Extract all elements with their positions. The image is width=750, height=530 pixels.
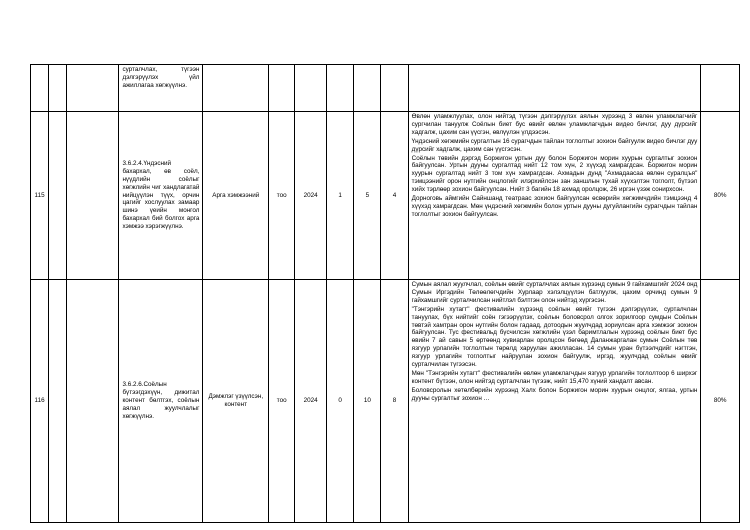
- year-cell: 2024: [295, 112, 327, 280]
- row-number-cell: [31, 65, 49, 112]
- report-paragraph: Дорноговь аймгийн Сайншанд театраас зохион байгуулсан өсвөрийн хөгжимчдийн тэмцээнд 4 хүүхэд хамрагдсан. Мөн үндэсний хөгжмийн болон уртын дууны дугуйлангийн сурагчдын тайлан тоглолтыг зохион байгуулсан.: [411, 195, 698, 218]
- report-paragraph: "Тэнгэрийн хутагт" фестивалийн хүрээнд соёлын өвийг түгээн дэлгэрүүлэх, сурталчлан тануулах, бүх нийтийг соён гэгээрүүлэх, соёлын боловсрол олгох зорилгоор сумдын Соёлын төвтэй хамтран орон нутгийн болон гадаад, дотоодын жуулчдад зориулсан арга хэмжээг зохион байгуулсан. Тус фестивальд бүсчилсэн хөгжлийн үзэл баримтлалын хүрээнд соёлын биет бус өвийн 7 ай савын 5 өртөөнд хувиарлан оролцсон бөгөөд Даланжаргалан сумын Соёлын төв язгуур урлагийн тоглолтын төрөлд харуулан ажилласан. 14 сумын уран бүтээлчдийг нэгтгэн, язгуур урлагийн тоглолтыг найруулан зохион байгуулж, иргэд, жуулчдад соёлын өвийг сурталчилан түгээсэн.: [411, 305, 698, 369]
- goal-cell: сурталчлах, түгээн дэлгэрүүлэх үйл ажиллагаа хөгжүүлнэ.: [119, 65, 203, 112]
- empty-cell: [49, 65, 67, 112]
- row-number-cell: 115: [31, 112, 49, 280]
- measure-cell: Дэмжлэг үзүүлсэн, контент: [203, 280, 269, 523]
- target-cell: [354, 65, 381, 112]
- baseline-cell: 0: [327, 280, 354, 523]
- empty-cell: [49, 112, 67, 280]
- report-paragraph: Боловсролын хөтөлбөрийн хүрээнд Халх болон Боржигон морин хуурын онцлог, ялгаа, уртын дууны сургалтыг зохион …: [411, 386, 698, 402]
- report-paragraph: Өвлөн уламжлуулах, олон нийтэд түгээн дэлгэрүүлэх аялын хүрээнд 3 өвлөн уламжлагчийг сургчилан тануулж Соёлын биет бус өвийг өвлөн уламжлагчдын видео бичлэг, дуу дүрсийг хадгалж, цахим сан үүсгэн, өвлүүлэн үлдээсэн.: [411, 113, 698, 136]
- target-cell: 5: [354, 112, 381, 280]
- actual-cell: 4: [381, 112, 408, 280]
- empty-cell: [67, 65, 119, 112]
- target-cell: 10: [354, 280, 381, 523]
- year-cell: [295, 65, 327, 112]
- measure-cell: [203, 65, 269, 112]
- unit-cell: [269, 65, 295, 112]
- report-paragraph: Сумын аялал жуулчлал, соёлын өвийг сурталчлах аялын хүрээнд сумын 9 гайхамшгийг 2024 онд Сумын Иргэдийн Төлөөлөгчдийн Хурлаар хэлэлцүүлэн батлуулж, цахим орчинд сумын 9 гайхамшгийг сурталчилсан нийтлэл бэлтгэн олон нийтэд хүргэсэн.: [411, 281, 698, 304]
- table-row: [31, 280, 740, 523]
- year-cell: 2024: [295, 280, 327, 523]
- report-paragraph: Соёлын төвийн дэргэд Боржигон уртын дуу болон Боржигон морин хуурын сургалтыг зохион байгуулсан. Уртын дууны сургалтад нийт 12 том хүн, 2 хүүхэд хамрагдсан. Боржигон морин хуурын сургалтад нийт 3 том хүн хамрагдсан. Ахмадын дунд "Ахмадаасаа өвлөн суралцъя" тэмцээнийг орон нутгийн онцлогийг илэрхийлсэн зан заншлын тухай хүүхэлтэн тоглолт, бүтээл хийх тэрлөөр зохион байгуулсан. Нийт 3 багийн 18 ахмад оролцож, 26 иргэн үзэж сонирхсон.: [411, 154, 698, 194]
- empty-cell: [49, 280, 67, 523]
- empty-cell: [67, 112, 119, 280]
- goal-cell: 3.6.2.6.Соёлын бүтээгдэхүүн, дижитал контент бөлтгэх, соёлын аялал жуулчлалыг хөгжүүлнэ.: [119, 280, 203, 523]
- baseline-cell: 1: [327, 112, 354, 280]
- row-number-cell: 116: [31, 280, 49, 523]
- report-cell: [408, 112, 701, 280]
- report-paragraph: Үндэсний хөгжмийн сургалтын 16 сурагчдын тайлан тоглолтыг зохион байгуулж видео бичлэг дуу дүрсийг хадгалж, цахим сан үүсгэсэн.: [411, 137, 698, 153]
- baseline-cell: [327, 65, 354, 112]
- unit-cell: тоо: [269, 280, 295, 523]
- unit-cell: тоо: [269, 112, 295, 280]
- empty-cell: [67, 280, 119, 523]
- score-cell: 80%: [701, 112, 740, 280]
- report-paragraph: Мөн "Тэнгэрийн хутагт" фестивалийн өвлөн уламжлагчдын язгуур урлагийн тоглолтоор 6 ширхэг контент бүтээн, олон нийтэд сурталчлан түгээж, нийт 15,470 хүний хандалт авсан.: [411, 369, 698, 385]
- report-cell: [408, 280, 701, 523]
- score-cell: [701, 65, 740, 112]
- report-table: [30, 64, 740, 523]
- report-cell: [408, 65, 701, 112]
- actual-cell: [381, 65, 408, 112]
- actual-cell: 8: [381, 280, 408, 523]
- table-row: [31, 112, 740, 280]
- goal-cell: 3.6.2.4.Үндэсний бахархал, өв соёл, нүүдлийн соёлыг хөгжлийн чиг хандлагатай нийцүүлэн түүх, орчин цагийг хослуулах замаар шинэ үеийн монгол бахархал бий болгох арга хэмжээ хэрэгжүүлнэ.: [119, 112, 203, 280]
- table-row: [31, 65, 740, 112]
- score-cell: 80%: [701, 280, 740, 523]
- measure-cell: Арга хэмжээний: [203, 112, 269, 280]
